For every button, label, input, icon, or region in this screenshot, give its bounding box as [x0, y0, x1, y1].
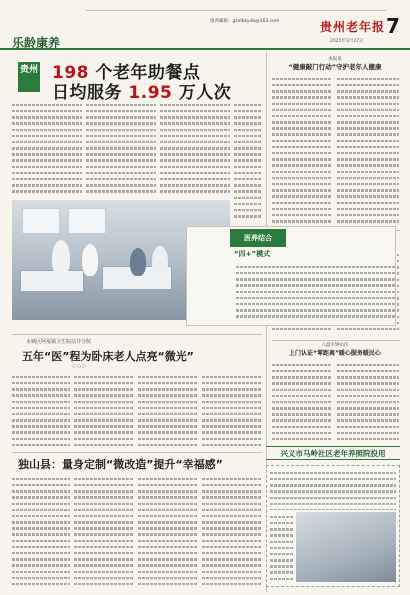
mid-body-col4	[202, 372, 262, 450]
right-rule2	[272, 340, 400, 341]
lead-headline-text3: 万人次	[172, 83, 232, 103]
lead-headline-text2: 日均服务	[52, 83, 129, 103]
inset-subbanner: “四+”模式	[234, 250, 271, 258]
mid-story-title: 五年“医”程为卧床老人点亮“微光”	[22, 350, 194, 363]
bottom-rule	[12, 452, 262, 453]
mid-story-kicker: 水城区阿戛镇卫生院站井分院	[26, 339, 92, 345]
photo-nurse	[152, 246, 168, 276]
inset-body	[236, 262, 396, 322]
header-email: 康养邮箱：gzxlbkyxb@163.com	[210, 19, 280, 24]
ad-side-text	[270, 512, 294, 582]
lead-body-col1	[12, 100, 82, 196]
inset-banner: 医养结合	[230, 229, 286, 247]
photo-bed	[20, 270, 84, 292]
photo-patient	[130, 248, 146, 276]
masthead: 贵州老年报	[320, 20, 386, 34]
right-story1-col2	[337, 74, 399, 224]
mid-body-col3	[138, 372, 198, 450]
right-story1-title: “健康敲门行动”守护老年人健康	[288, 63, 382, 71]
right-story1-col1	[272, 74, 332, 224]
bottom-body-col1	[12, 474, 70, 588]
photo-window	[68, 208, 106, 234]
ad-photo	[296, 512, 396, 582]
photo-doctor	[52, 240, 70, 276]
right-story3-kicker: 六盘水钟山区	[321, 343, 349, 348]
bottom-body-col3	[138, 474, 198, 588]
region-tag: 贵州	[18, 62, 40, 92]
lead-headline-text1: 个老年助餐点	[89, 63, 201, 83]
mid-body-col2	[74, 372, 134, 450]
mid-story-byline: ○ ○ ○	[72, 364, 86, 369]
photo-window	[22, 208, 60, 234]
right-story3-title: 上门认证“零距离”暖心服务暖民心	[289, 350, 381, 357]
lead-body-col2	[86, 100, 156, 196]
page-header	[0, 0, 410, 52]
photo-doctor	[82, 244, 98, 276]
mid-rule	[12, 334, 262, 335]
lead-headline-number: 198	[52, 63, 89, 83]
lead-body-col4	[234, 100, 262, 220]
page-number: 7	[386, 14, 400, 38]
right-story3-col2	[337, 360, 399, 442]
mid-body-col1	[12, 372, 70, 450]
header-rule	[86, 10, 386, 11]
lead-headline-number2: 1.95	[128, 83, 173, 103]
right-story1-kicker: 本报讯	[328, 57, 342, 62]
ad-body	[270, 468, 396, 510]
section-title: 乐龄康养	[12, 36, 61, 50]
right-story3-col1	[272, 360, 332, 442]
ad-banner: 兴义市马岭社区老年养照院投用	[266, 446, 400, 460]
header-date: 2025年3月27日	[330, 39, 364, 44]
header-bottom-rule	[0, 48, 410, 50]
bottom-story-title: 独山县：量身定制“微改造”提升“幸福感”	[18, 458, 223, 471]
bottom-body-col4	[202, 474, 262, 588]
bottom-body-col2	[74, 474, 134, 588]
lead-body-col3	[160, 100, 230, 196]
